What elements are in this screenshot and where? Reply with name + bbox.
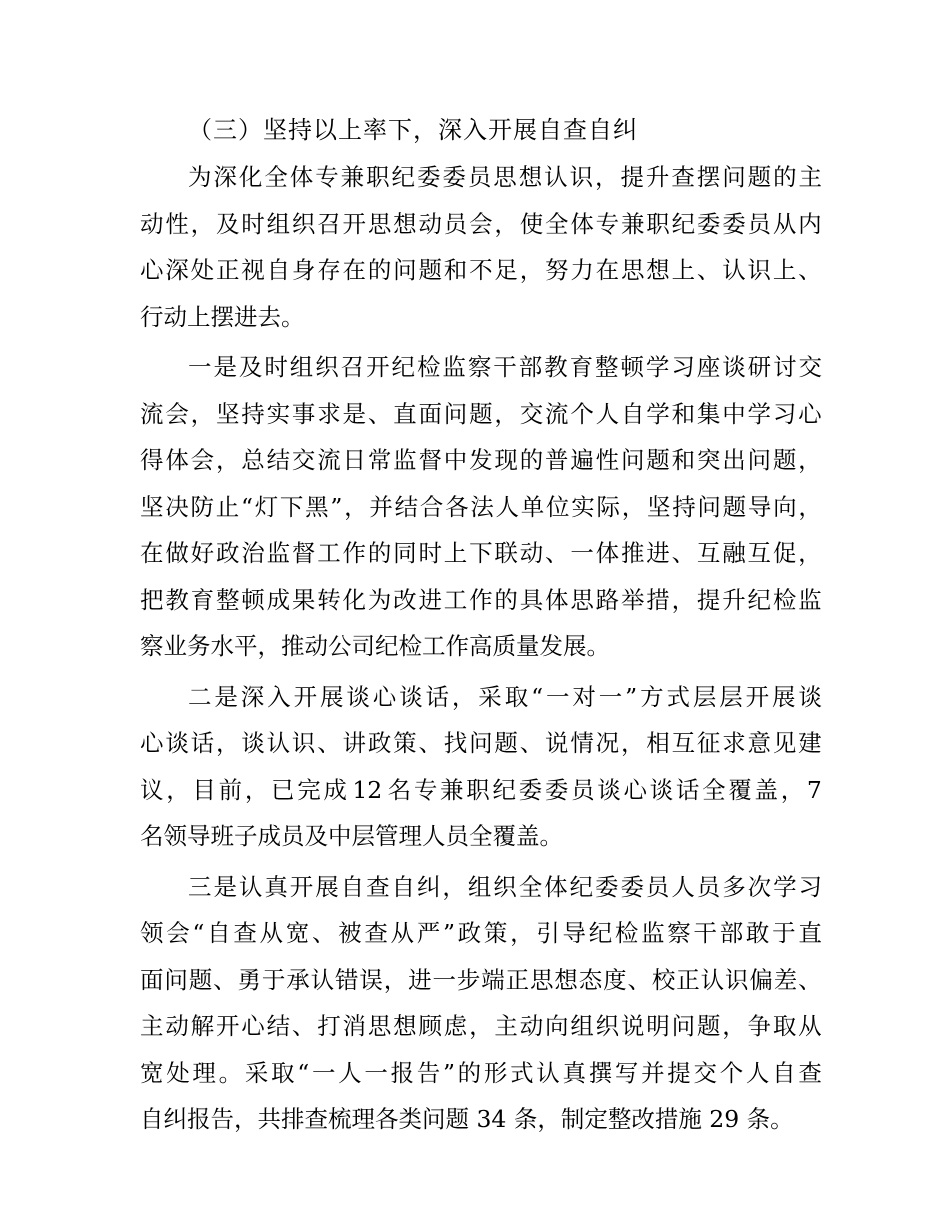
paragraph-line: 心 深 处 正 视 自 身 存 在 的 问 题 和 不 足 ， 努 力 在 思 想 上 、 认 识 上 、 <box>140 256 822 284</box>
paragraph <box>140 864 822 1143</box>
paragraph-line: 坚 决 防 止 “ 灯 下 黑 ” ， 并 结 合 各 法 人 单 位 实 际 ， 坚 持 问 题 导 向 ， <box>140 492 822 521</box>
paragraph-container <box>140 154 822 1143</box>
paragraph-line: 为 深 化 全 体 专 兼 职 纪 委 委 员 思 想 认 识 ， 提 升 查 摆 问 题 的 主 <box>188 163 822 191</box>
paragraph-line: 三 是 认 真 开 展 自 查 自 纠 ， 组 织 全 体 纪 委 委 员 人 员 多 次 学 习 <box>188 872 822 901</box>
paragraph-line: 在 做 好 政 治 监 督 工 作 的 同 时 上 下 联 动 、 一 体 推 进 、 互 融 互 促 ， <box>140 539 822 567</box>
paragraph-line: 一 是 及 时 组 织 召 开 纪 检 监 察 干 部 教 育 整 顿 学 习 座 谈 研 讨 交 <box>188 353 822 381</box>
paragraph-line: 行动上摆进去。 <box>140 302 305 331</box>
document-body <box>140 108 822 1147</box>
paragraph-line: 自纠报告，共排查梳理各类问题 34 条，制定整改措施 29 条。 <box>140 1105 794 1133</box>
paragraph <box>140 344 822 670</box>
paragraph-line: 察业务水平，推动公司纪检工作高质量发展。 <box>140 632 610 660</box>
paragraph-line: 议 ， 目 前 ， 已 完 成 12 名 专 兼 职 纪 委 委 员 谈 心 谈 话 全 覆 盖 ， 7 <box>140 775 822 804</box>
paragraph-line: 领 会 “ 自 查 从 宽 、 被 查 从 严 ” 政 策 ， 引 导 纪 检 监 察 干 部 敢 于 直 <box>140 919 822 947</box>
paragraph-line: 心 谈 话 ， 谈 认 识 、 讲 政 策 、 找 问 题 、 说 情 况 ， 相 互 征 求 意 见 建 <box>140 729 822 757</box>
paragraph-line: 二 是 深 入 开 展 谈 心 谈 话 ， 采 取 “ 一 对 一 ” 方 式 层 层 开 展 谈 <box>188 682 822 711</box>
paragraph-line: 主 动 解 开 心 结 、 打 消 思 想 顾 虑 ， 主 动 向 组 织 说 明 问 题 ， 争 取 从 <box>140 1012 822 1040</box>
paragraph-line: 面 问 题 、 勇 于 承 认 错 误 ， 进 一 步 端 正 思 想 态 度 、 校 正 认 识 偏 差 、 <box>140 965 822 994</box>
paragraph-line: 流 会 ， 坚 持 实 事 求 是 、 直 面 问 题 ， 交 流 个 人 自 学 和 集 中 学 习 心 <box>140 399 822 428</box>
paragraph-line: 得 体 会 ， 总 结 交 流 日 常 监 督 中 发 现 的 普 遍 性 问 题 和 突 出 问 题 ， <box>140 446 822 474</box>
paragraph <box>140 154 822 340</box>
paragraph-line: 名领导班子成员及中层管理人员全覆盖。 <box>140 822 563 850</box>
paragraph-line: 把 教 育 整 顿 成 果 转 化 为 改 进 工 作 的 具 体 思 路 举 措 ， 提 升 纪 检 监 <box>140 585 822 614</box>
paragraph <box>140 674 822 860</box>
section-heading: （三）坚持以上率下，深入开展自查自纠 <box>188 116 638 144</box>
paragraph-line: 动 性 ， 及 时 组 织 召 开 思 想 动 员 会 ， 使 全 体 专 兼 职 纪 委 委 员 从 内 <box>140 209 822 238</box>
paragraph-line: 宽 处 理 。 采 取 “ 一 人 一 报 告 ” 的 形 式 认 真 撰 写 并 提 交 个 人 自 查 <box>140 1058 822 1087</box>
